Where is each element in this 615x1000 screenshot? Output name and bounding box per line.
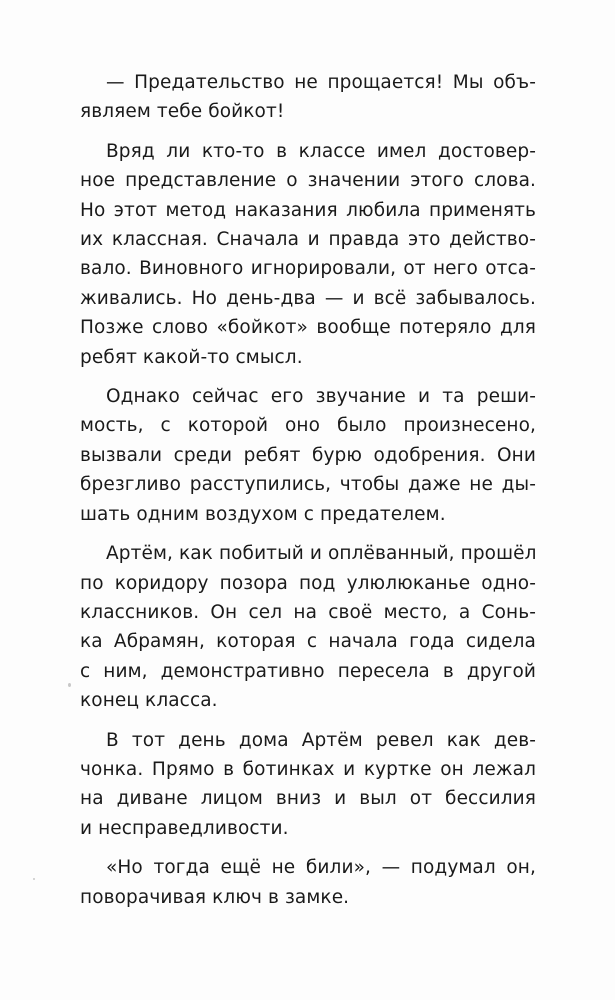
text-line: являем тебе бойкот! (80, 101, 285, 123)
text-line: вызвали среди ребят бурю одобрения. Они (80, 444, 536, 466)
text-line: В тот день дома Артём ревел как дев- (106, 729, 536, 751)
text-line: Позже слово «бойкот» вообще потеряло для (80, 317, 536, 339)
text-line: чонка. Прямо в ботинках и куртке он лежал (80, 758, 536, 780)
text-line: конец класса. (80, 690, 218, 712)
paragraph (80, 853, 536, 912)
text-line: ребят какой-то смысл. (80, 346, 303, 368)
page-text (80, 68, 536, 922)
text-line: и несправедливости. (80, 817, 289, 839)
text-line: Однако сейчас его звучание и та реши- (106, 386, 536, 408)
text-line: их классная. Сначала и правда это действо- (80, 229, 536, 251)
text-line: на диване лицом вниз и выл от бессилия (80, 788, 536, 810)
text-line: поворачивая ключ в замке. (80, 886, 350, 908)
paragraph (80, 137, 536, 372)
paragraph (80, 539, 536, 715)
paragraph (80, 382, 536, 529)
paper-speck (68, 683, 71, 687)
paragraph (80, 726, 536, 844)
text-line: Но этот метод наказания любила применять (80, 199, 536, 221)
text-line: Вряд ли кто-то в классе имел достовер- (106, 140, 536, 162)
text-line: вало. Виновного игнорировали, от него отса- (80, 258, 536, 280)
text-line: живались. Но день-два — и всё забывалось. (80, 287, 536, 309)
text-line: по коридору позора под улюлюканье одно- (80, 572, 536, 594)
text-line: ка Абрамян, которая с начала года сидела (80, 631, 536, 653)
text-line: Артём, как побитый и оплёванный, прошёл (106, 543, 537, 565)
text-line: мость, с которой оно было произнесено, (80, 415, 536, 437)
text-line: ное представление о значении этого слова. (80, 170, 536, 192)
text-line: «Но тогда ещё не били», — подумал он, (106, 857, 536, 879)
text-line: с ним, демонстративно пересела в другой (80, 660, 536, 682)
text-line: шать одним воздухом с предателем. (80, 503, 446, 525)
text-line: — Предательство не прощается! Мы объ- (106, 72, 536, 93)
text-line: брезгливо расступились, чтобы даже не ды- (80, 474, 536, 496)
text-line: классников. Он сел на своё место, а Сонь- (80, 601, 536, 623)
paper-speck (33, 878, 35, 880)
paragraph (80, 68, 536, 127)
